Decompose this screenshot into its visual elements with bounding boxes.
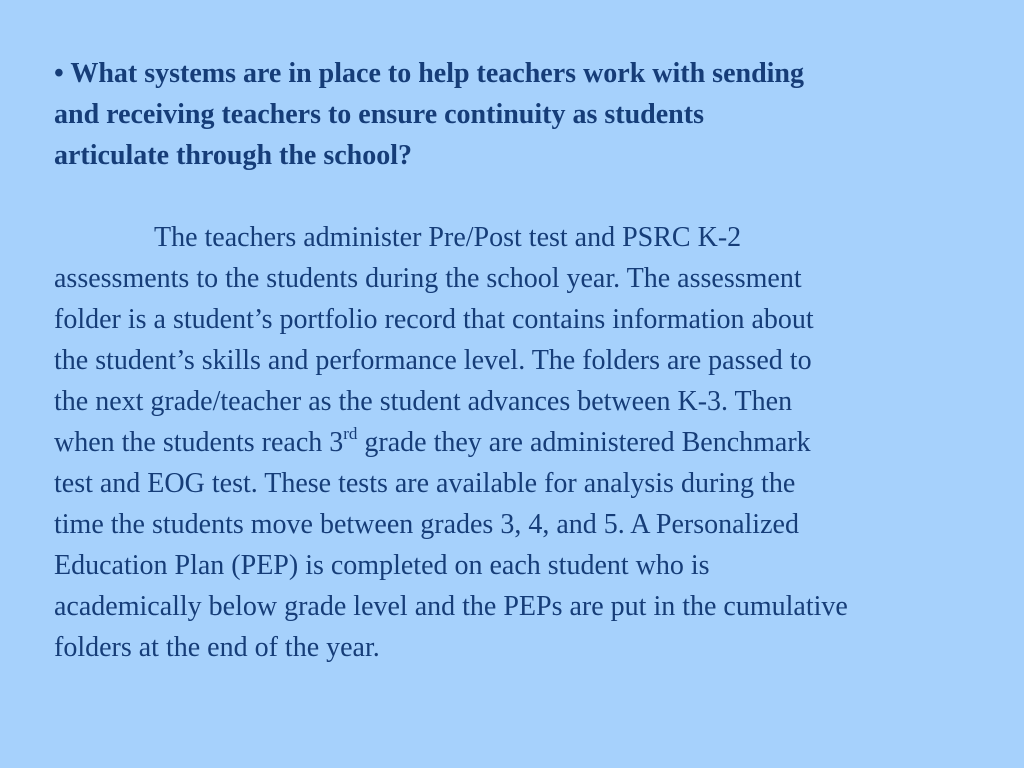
answer-line: folder is a student’s portfolio record that contains information about <box>54 304 814 335</box>
answer-paragraph <box>54 217 994 668</box>
answer-line <box>54 422 994 463</box>
question-line: What systems are in place to help teachers work with sending <box>70 58 804 89</box>
answer-line: assessments to the students during the school year. The assessment <box>54 263 802 294</box>
bullet: • <box>54 58 64 89</box>
answer-line: folders at the end of the year. <box>54 632 380 663</box>
question-line: articulate through the school? <box>54 140 413 171</box>
answer-line: time the students move between grades 3, 4, and 5. A Personalized <box>54 509 799 540</box>
answer-line: the next grade/teacher as the student advances between K-3. Then <box>54 386 793 417</box>
answer-line-text: The teachers administer Pre/Post test and PSRC K-2 <box>154 222 742 253</box>
question-heading <box>54 53 984 176</box>
answer-line-text: when the students reach 3 <box>54 427 344 458</box>
ordinal-superscript: rd <box>343 424 358 443</box>
answer-line: Education Plan (PEP) is completed on each student who is <box>54 550 710 581</box>
question-line: and receiving teachers to ensure continuity as students <box>54 99 704 130</box>
answer-line-text: grade they are administered Benchmark <box>357 427 811 458</box>
answer-line: academically below grade level and the PEPs are put in the cumulative <box>54 591 848 622</box>
answer-line: the student’s skills and performance level. The folders are passed to <box>54 345 812 376</box>
answer-line: test and EOG test. These tests are available for analysis during the <box>54 468 796 499</box>
answer-line <box>54 217 994 258</box>
